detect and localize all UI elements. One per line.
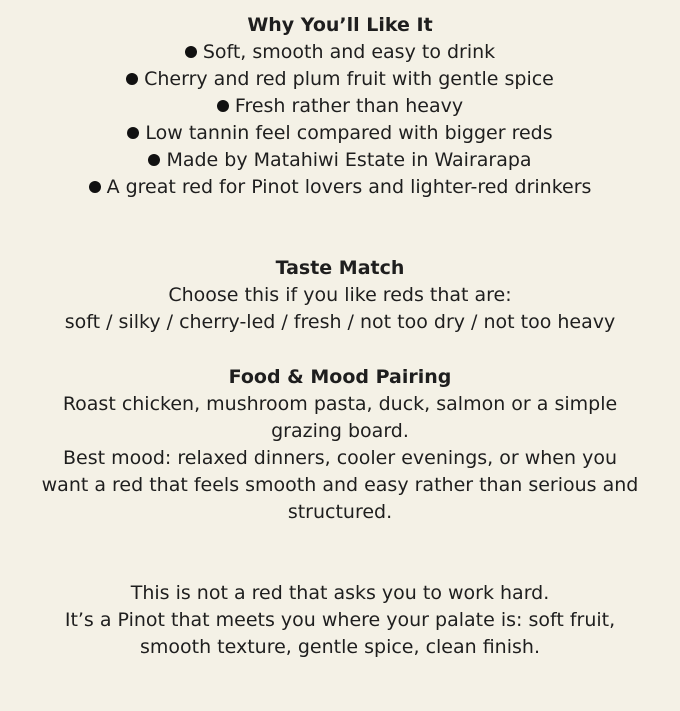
why-bullet-item	[40, 147, 640, 174]
taste-intro: Choose this if you like reds that are:	[168, 284, 512, 306]
section-spacer	[0, 201, 680, 255]
pairing-mood: Best mood: relaxed dinners, cooler evenings, or when you want a red that feels smooth and easy rather than serious and structured.	[41, 447, 639, 523]
bullet-text: Fresh rather than heavy	[234, 95, 464, 117]
bullet-icon	[126, 73, 138, 85]
bullet-text: A great red for Pinot lovers and lighter-red drinkers	[106, 176, 592, 198]
bullet-icon	[148, 154, 160, 166]
taste-section	[40, 255, 640, 336]
why-bullet-item	[40, 39, 640, 66]
bullet-text: Made by Matahiwi Estate in Wairarapa	[166, 149, 532, 171]
bullet-text: Low tannin feel compared with bigger reds	[145, 122, 553, 144]
pairing-food: Roast chicken, mushroom pasta, duck, salmon or a simple grazing board.	[62, 393, 618, 442]
why-section	[40, 12, 640, 201]
taste-descriptors: soft / silky / cherry-led / fresh / not too dry / not too heavy	[64, 311, 616, 333]
why-bullet-item	[40, 120, 640, 147]
section-spacer	[0, 336, 680, 364]
bullet-text: Soft, smooth and easy to drink	[202, 41, 496, 63]
closing-line-1: This is not a red that asks you to work hard.	[130, 582, 550, 604]
why-bullet-item	[40, 174, 640, 201]
bullet-icon	[127, 127, 139, 139]
pairing-section	[40, 364, 640, 526]
closing-line-2: It’s a Pinot that meets you where your palate is: soft fruit, smooth texture, gentle spice, clean finish.	[64, 609, 616, 658]
why-bullet-item	[40, 66, 640, 93]
bullet-icon	[185, 46, 197, 58]
bullet-icon	[89, 181, 101, 193]
why-bullet-list	[40, 39, 640, 201]
section-spacer	[0, 526, 680, 580]
closing-section	[40, 580, 640, 661]
bullet-text: Cherry and red plum fruit with gentle spice	[144, 68, 554, 90]
why-heading: Why You’ll Like It	[247, 14, 433, 36]
pairing-heading: Food & Mood Pairing	[228, 366, 452, 388]
bullet-icon	[217, 100, 229, 112]
why-bullet-item	[40, 93, 640, 120]
taste-heading: Taste Match	[275, 257, 405, 279]
